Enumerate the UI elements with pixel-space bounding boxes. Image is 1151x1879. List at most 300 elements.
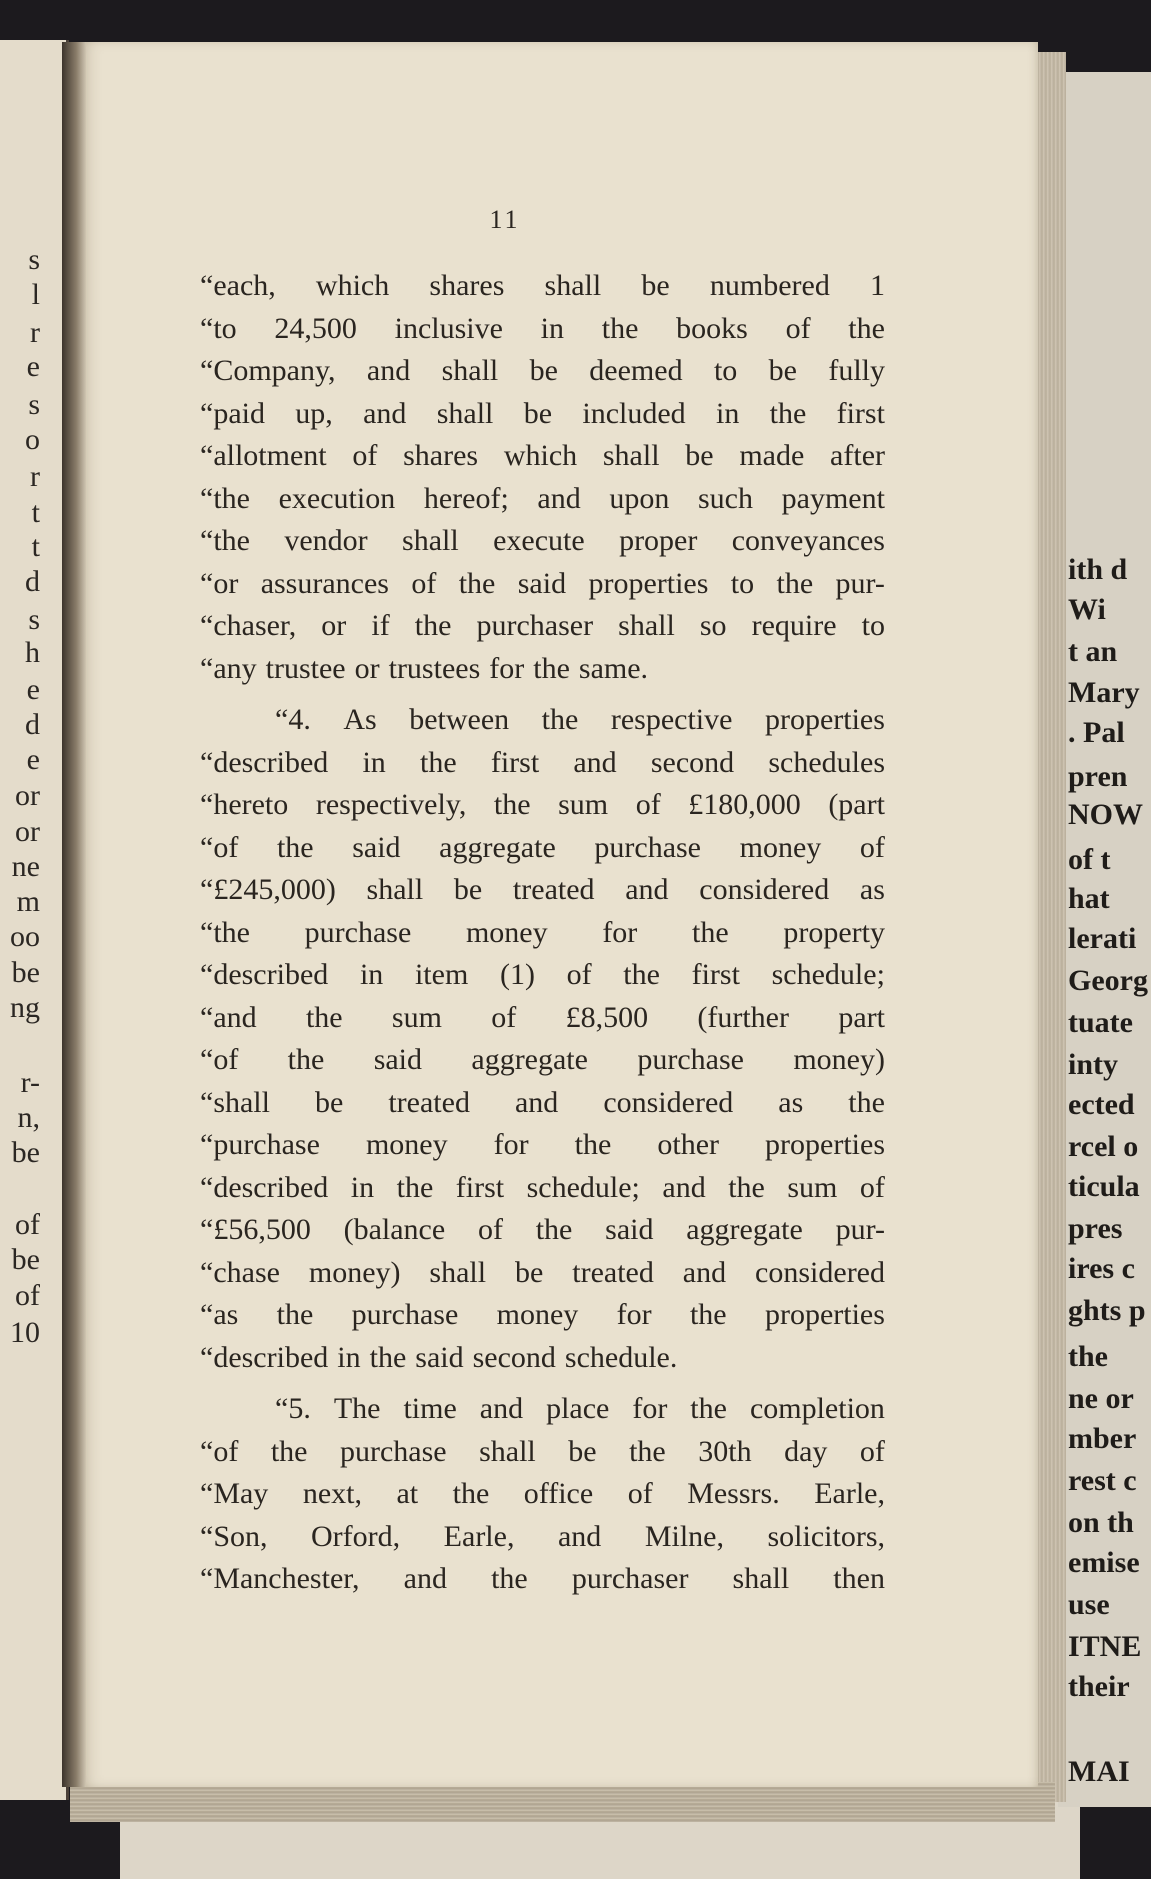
word: 30th [698,1434,752,1468]
right-page-fragment: pres [1068,1212,1123,1245]
word: aggregate [471,1043,588,1076]
word: “described [200,1340,329,1374]
word: the [601,311,639,345]
word: “allotment [200,439,327,472]
word: first [836,396,885,430]
word: of [627,1477,653,1510]
left-page-fragment: or [15,779,40,812]
right-page-fragment: Georg [1068,964,1148,997]
word: said [605,1213,654,1246]
book-gutter [62,42,86,1787]
word: item [414,958,469,991]
word: day [784,1434,828,1468]
word: the [276,1298,314,1331]
text-line [200,1294,885,1337]
word: for [493,1128,529,1161]
text-line [200,265,885,308]
left-page-fragment: r [30,460,40,493]
word: require [751,609,837,642]
word: be [568,1434,597,1468]
word: between [409,703,510,736]
word: “to [200,311,237,345]
word: property [783,915,885,949]
word: the [396,1170,434,1204]
right-page-fragment: of t [1068,843,1111,876]
word: £180,000 [688,788,801,821]
word: said [373,1043,423,1076]
left-page-fragment: 10 [10,1316,40,1349]
text-line [200,827,885,870]
word: Earle, [814,1477,885,1510]
word: be [315,1085,344,1119]
word: schedules [768,745,885,779]
word: for [489,651,525,685]
word: sum [787,1170,838,1204]
right-page-fragment: ires c [1068,1252,1135,1285]
right-page-fragment: ghts p [1068,1294,1146,1327]
word: As [343,703,377,736]
left-page-fragment: be [11,1136,40,1169]
right-page-fragment: pren [1068,760,1128,793]
word: (balance [343,1213,446,1246]
word: money [496,1298,579,1331]
right-page-fragment: emise [1068,1546,1140,1579]
word: the [690,1392,727,1425]
word: and [625,873,669,906]
word: fully [828,354,885,387]
word: shall [618,609,675,642]
word: or [321,609,347,642]
word: the [848,311,885,345]
right-page-fragment: their [1068,1670,1130,1703]
word: “paid [200,396,265,430]
word: money [465,915,548,949]
word: The [333,1392,381,1425]
page-number: 11 [489,205,521,234]
text-line [200,1558,885,1601]
right-page-fragment: rest c [1068,1464,1137,1497]
word: considered [603,1085,734,1119]
word: “Son, [200,1519,268,1553]
word: the [305,1000,343,1034]
word: the [689,1298,727,1331]
word: execution [278,481,396,515]
word: payment [781,481,885,515]
word: (further [697,1000,789,1034]
left-page-fragment: m [16,885,40,918]
right-page-fragment: ne or [1068,1382,1134,1415]
word: of [859,830,885,864]
word: considered [699,873,830,906]
word: shall [732,1562,790,1595]
word: and [479,1392,524,1425]
text-line [200,1209,885,1252]
word: first [691,958,740,991]
word: the [848,1085,885,1119]
left-page-fragment: r [30,316,40,349]
word: (part [828,788,885,821]
right-page-fragment: Mary [1068,676,1140,709]
right-page-fragment: on th [1068,1506,1134,1539]
word: “Manchester, [200,1562,360,1595]
left-page-fragment: be [11,1243,40,1276]
word: the [491,1562,528,1595]
word: purchase [637,1043,744,1076]
word: treated [572,1255,654,1289]
word: next, [302,1477,362,1510]
word: “of [200,1043,239,1076]
word: the [452,1477,490,1510]
word: then [833,1562,885,1595]
word: as [778,1085,804,1119]
word: completion [749,1392,885,1425]
word: shall [366,873,424,906]
word: aggregate [439,830,556,864]
word: and [557,1519,602,1553]
word: of [859,1434,885,1468]
word: schedule; [771,958,885,991]
word: be [523,396,553,430]
text-line [200,478,885,521]
word: and [363,396,407,430]
word: be [529,354,558,387]
word: shall [479,1434,536,1468]
word: the [270,1434,308,1468]
word: to [713,354,738,387]
word: “chaser, [200,609,297,642]
word: (1) [499,958,535,991]
word: the [776,566,814,600]
word: sum [558,788,609,821]
word: treated [512,873,595,906]
word: Milne, [644,1519,724,1553]
word: of [352,439,378,472]
word: “as [200,1298,239,1331]
word: at [396,1477,419,1510]
word: other [657,1128,719,1161]
word: of [566,958,592,991]
text-line [200,1337,885,1380]
word: proper [619,524,698,557]
word: be [685,439,714,472]
word: shall [441,354,499,387]
word: “hereto [200,788,289,821]
word: be [641,269,670,302]
word: after [830,439,885,472]
word: in [337,1340,361,1374]
text-line [200,1039,885,1082]
word: treated [388,1085,470,1119]
word: and [537,481,581,515]
word: for [616,1298,652,1331]
text-line [200,308,885,351]
word: said [415,1340,464,1374]
word: hereof; [423,481,509,515]
word: shares [403,439,479,472]
word: money) [308,1255,401,1289]
word: shall [436,396,494,430]
word: said [352,830,401,864]
word: properties [764,1298,885,1331]
right-page-fragment: NOW [1068,798,1143,831]
word: money [365,1128,448,1161]
word: upon [609,481,670,515]
word: and [403,1562,447,1595]
word: “5. [275,1392,311,1425]
text-line [200,1473,885,1516]
word: shall [544,269,602,302]
word: “described [200,745,329,779]
word: up, [295,396,333,430]
word: the [574,1128,612,1161]
word: vendor [284,524,368,557]
paragraph-gap [200,1379,885,1388]
word: properties [765,1128,885,1161]
word: same. [578,651,649,685]
word: part [838,1000,885,1034]
word: conveyances [731,524,885,557]
left-page-fragment: l [31,278,40,311]
text-line [200,699,885,742]
word: of [477,1213,503,1246]
word: shares [429,269,505,302]
right-page-fragment: inty [1068,1048,1119,1081]
word: said [517,566,567,600]
word: time [403,1392,457,1425]
word: schedule; [526,1170,640,1204]
left-page-fragment: s [28,243,40,276]
word: the [287,1043,325,1076]
word: of [859,1170,885,1204]
word: “Company, [200,354,336,387]
word: the [369,1340,407,1374]
word: respectively, [315,788,467,821]
word: “each, [200,269,276,302]
right-page-fragment: . Pal [1068,716,1125,749]
left-page-fragment: t [31,530,40,563]
word: assurances [260,566,389,600]
left-page-fragment: e [26,350,40,383]
word: “described [200,1170,329,1204]
word: and [366,354,411,387]
word: pur- [835,1213,885,1246]
text-line [200,1431,885,1474]
word: to [861,609,885,642]
word: so [699,609,727,642]
word: inclusive [394,311,503,345]
left-page-fragment: oo [10,920,40,953]
text-line [200,954,885,997]
right-page-fragment: the [1068,1340,1108,1373]
word: purchase [351,1298,459,1331]
text-line [200,350,885,393]
word: of [411,566,437,600]
left-page-fragment: n, [17,1101,40,1134]
word: numbered [709,269,830,302]
word: purchase [304,915,412,949]
word: in [362,745,386,779]
word: “£56,500 [200,1213,311,1246]
word: shall [429,1255,487,1289]
left-page-fragment: of [15,1279,40,1312]
word: included [582,396,686,430]
word: if [371,609,390,642]
word: “and [200,1000,257,1034]
word: second [472,1340,556,1374]
word: to [730,566,755,600]
left-page-fragment: r- [20,1066,40,1099]
word: the [541,703,579,736]
word: “or [200,566,239,600]
word: purchaser [476,609,594,642]
word: be [515,1255,544,1289]
word: “any [200,651,257,685]
word: solicitors, [767,1519,885,1553]
word: made [739,439,805,472]
text-line [200,605,885,648]
word: Messrs. [687,1477,780,1510]
left-page-fragment: t [31,496,40,529]
word: “4. [275,703,311,736]
word: properties [588,566,709,600]
text-line [200,520,885,563]
word: be [453,873,483,906]
left-page-fragment: be [11,956,40,989]
word: deemed [589,354,683,387]
word: trustee [265,651,346,685]
word: aggregate [686,1213,803,1246]
word: money [739,830,822,864]
right-page-fragment: mber [1068,1422,1137,1455]
word: £8,500 [565,1000,649,1034]
word: money) [793,1043,885,1076]
word: such [698,481,753,515]
word: 24,500 [274,311,357,345]
word: and [573,745,617,779]
word: “of [200,1434,239,1468]
text-line [200,784,885,827]
word: office [523,1477,594,1510]
word: the [535,1213,573,1246]
word: books [676,311,748,345]
word: “described [200,958,329,991]
word: the [533,651,570,685]
word: Earle, [443,1519,515,1553]
word: which [503,439,578,472]
text-line [200,1167,885,1210]
word: respective [610,703,733,736]
word: the [629,1434,666,1468]
text-line [200,563,885,606]
word: “of [200,830,239,864]
word: for [632,1392,668,1425]
body-text [200,265,885,1601]
page-edges-bottom [70,1782,1055,1822]
word: and [662,1170,706,1204]
left-page-fragment: d [25,708,40,741]
right-page-fragment: ITNE [1068,1630,1142,1663]
word: “chase [200,1255,280,1289]
word: first [490,745,540,779]
word: the [769,396,807,430]
word: the [458,566,496,600]
text-line [200,742,885,785]
right-page-fragment: use [1068,1588,1110,1621]
word: of [785,311,811,345]
paragraph-gap [200,690,885,699]
right-page-fragment: Wi [1068,593,1106,626]
word: pur- [835,566,885,600]
word: in [715,396,740,430]
left-page-fragment: o [25,423,40,456]
left-page-fragment: h [25,636,40,669]
right-page-fragment: rcel o [1068,1130,1139,1163]
word: the [414,609,452,642]
word: considered [755,1255,885,1289]
word: purchase [339,1434,447,1468]
text-line [200,869,885,912]
word: first [455,1170,505,1204]
word: 1 [869,269,885,302]
word: “the [200,915,250,949]
word: second [650,745,735,779]
word: of [635,788,661,821]
text-line [200,393,885,436]
left-page-fragment: ne [11,850,40,883]
left-page-fragment: e [26,743,40,776]
word: place [546,1392,610,1425]
word: sum [391,1000,442,1034]
word: the [728,1170,765,1204]
word: “£245,000) [200,873,336,906]
text-line [200,1388,885,1431]
word: the [623,958,660,991]
word: execute [493,524,585,557]
left-page-fragment: ng [10,991,40,1024]
text-line [200,648,885,691]
word: the [493,788,531,821]
text-line [200,1082,885,1125]
text-line [200,1252,885,1295]
right-page-fragment: ected [1068,1088,1135,1121]
left-page-fragment: or [15,815,40,848]
word: “the [200,481,250,515]
text-line [200,997,885,1040]
word: “May [200,1477,269,1510]
text-line [200,1516,885,1559]
word: in [350,1170,375,1204]
word: the [691,915,729,949]
word: schedule. [564,1340,678,1374]
word: as [859,873,885,906]
word: purchaser [571,1562,689,1595]
page-edges-right [1036,52,1066,1802]
word: or [354,651,380,685]
word: properties [764,703,885,736]
left-page-fragment: s [28,388,40,421]
left-page-fragment: of [15,1208,40,1241]
text-line [200,912,885,955]
word: and [514,1085,559,1119]
word: shall [402,524,459,557]
word: “the [200,524,250,557]
word: for [602,915,638,949]
word: “shall [200,1085,270,1119]
left-page-fragment: s [28,603,40,636]
right-page-fragment: ticula [1068,1170,1140,1203]
word: shall [602,439,660,472]
word: the [276,830,314,864]
